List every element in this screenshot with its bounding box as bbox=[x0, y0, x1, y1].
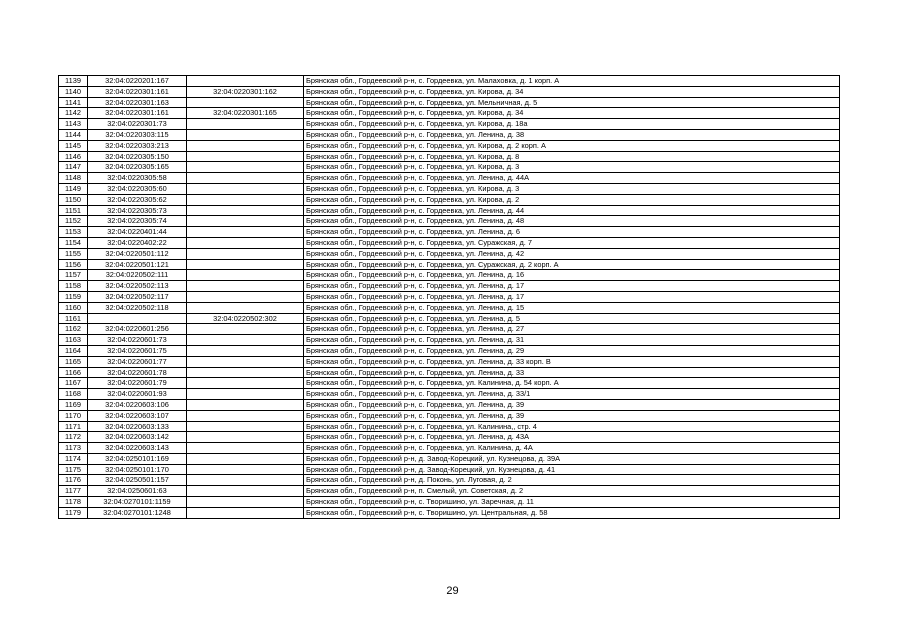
address-cell: Брянская обл., Гордеевский р-н, с. Гордеевка, ул. Кирова, д. 3 bbox=[304, 162, 840, 173]
table-row bbox=[59, 248, 840, 259]
cadastral-number-cell: 32:04:0250601:63 bbox=[88, 486, 187, 497]
row-number-cell: 1157 bbox=[59, 270, 88, 281]
cadastral-number-cell: 32:04:0220301:161 bbox=[88, 108, 187, 119]
row-number-cell: 1147 bbox=[59, 162, 88, 173]
row-number-cell: 1150 bbox=[59, 194, 88, 205]
row-number-cell: 1143 bbox=[59, 119, 88, 130]
table-row bbox=[59, 140, 840, 151]
building-cadastral-number-cell bbox=[187, 119, 304, 130]
cadastral-number-cell: 32:04:0220303:213 bbox=[88, 140, 187, 151]
table-row bbox=[59, 227, 840, 238]
row-number-cell: 1168 bbox=[59, 389, 88, 400]
cadastral-number-cell: 32:04:0220305:60 bbox=[88, 183, 187, 194]
building-cadastral-number-cell bbox=[187, 216, 304, 227]
address-cell: Брянская обл., Гордеевский р-н, с. Гордеевка, ул. Калинина, д. 54 корп. А bbox=[304, 378, 840, 389]
row-number-cell: 1170 bbox=[59, 410, 88, 421]
building-cadastral-number-cell bbox=[187, 464, 304, 475]
address-cell: Брянская обл., Гордеевский р-н, с. Гордеевка, ул. Калинина, д. 4А bbox=[304, 443, 840, 454]
cadastral-number-cell: 32:04:0220502:118 bbox=[88, 302, 187, 313]
table-row bbox=[59, 173, 840, 184]
table-row bbox=[59, 313, 840, 324]
cadastral-number-cell: 32:04:0220601:77 bbox=[88, 356, 187, 367]
row-number-cell: 1153 bbox=[59, 227, 88, 238]
building-cadastral-number-cell bbox=[187, 183, 304, 194]
address-cell: Брянская обл., Гордеевский р-н, с. Гордеевка, ул. Кирова, д. 34 bbox=[304, 86, 840, 97]
table-row bbox=[59, 162, 840, 173]
table-row bbox=[59, 443, 840, 454]
cadastral-number-cell: 32:04:0220301:161 bbox=[88, 86, 187, 97]
building-cadastral-number-cell bbox=[187, 399, 304, 410]
table-row bbox=[59, 237, 840, 248]
row-number-cell: 1162 bbox=[59, 324, 88, 335]
building-cadastral-number-cell bbox=[187, 281, 304, 292]
table-row bbox=[59, 281, 840, 292]
address-cell: Брянская обл., Гордеевский р-н, с. Гордеевка, ул. Ленина, д. 44 bbox=[304, 205, 840, 216]
table-row bbox=[59, 389, 840, 400]
address-cell: Брянская обл., Гордеевский р-н, с. Гордеевка, ул. Ленина, д. 38 bbox=[304, 129, 840, 140]
address-cell: Брянская обл., Гордеевский р-н, с. Гордеевка, ул. Ленина, д. 27 bbox=[304, 324, 840, 335]
address-cell: Брянская обл., Гордеевский р-н, с. Гордеевка, ул. Малаховка, д. 1 корп. А bbox=[304, 76, 840, 87]
table-row bbox=[59, 356, 840, 367]
row-number-cell: 1177 bbox=[59, 486, 88, 497]
cadastral-number-cell: 32:04:0220201:167 bbox=[88, 76, 187, 87]
row-number-cell: 1154 bbox=[59, 237, 88, 248]
cadastral-number-cell: 32:04:0270101:1159 bbox=[88, 497, 187, 508]
cadastral-number-cell: 32:04:0220603:133 bbox=[88, 421, 187, 432]
building-cadastral-number-cell bbox=[187, 248, 304, 259]
building-cadastral-number-cell bbox=[187, 421, 304, 432]
building-cadastral-number-cell bbox=[187, 151, 304, 162]
table-row bbox=[59, 432, 840, 443]
row-number-cell: 1159 bbox=[59, 291, 88, 302]
building-cadastral-number-cell bbox=[187, 335, 304, 346]
building-cadastral-number-cell bbox=[187, 453, 304, 464]
cadastral-number-cell: 32:04:0220402:22 bbox=[88, 237, 187, 248]
building-cadastral-number-cell bbox=[187, 302, 304, 313]
table-row bbox=[59, 486, 840, 497]
row-number-cell: 1167 bbox=[59, 378, 88, 389]
row-number-cell: 1146 bbox=[59, 151, 88, 162]
row-number-cell: 1145 bbox=[59, 140, 88, 151]
address-cell: Брянская обл., Гордеевский р-н, д. Поконь, ул. Луговая, д. 2 bbox=[304, 475, 840, 486]
cadastral-number-cell: 32:04:0220305:62 bbox=[88, 194, 187, 205]
building-cadastral-number-cell bbox=[187, 410, 304, 421]
cadastral-number-cell: 32:04:0250101:169 bbox=[88, 453, 187, 464]
cadastral-number-cell: 32:04:0220603:107 bbox=[88, 410, 187, 421]
cadastral-number-cell: 32:04:0220301:73 bbox=[88, 119, 187, 130]
row-number-cell: 1175 bbox=[59, 464, 88, 475]
cadastral-number-cell: 32:04:0220305:74 bbox=[88, 216, 187, 227]
cadastral-number-cell: 32:04:0220301:163 bbox=[88, 97, 187, 108]
address-cell: Брянская обл., Гордеевский р-н, с. Гордеевка, ул. Кирова, д. 18а bbox=[304, 119, 840, 130]
address-cell: Брянская обл., Гордеевский р-н, с. Гордеевка, ул. Ленина, д. 31 bbox=[304, 335, 840, 346]
cadastral-number-cell: 32:04:0220601:79 bbox=[88, 378, 187, 389]
cadastral-number-cell: 32:04:0220603:142 bbox=[88, 432, 187, 443]
cadastral-number-cell: 32:04:0250101:170 bbox=[88, 464, 187, 475]
address-cell: Брянская обл., Гордеевский р-н, с. Творишино, ул. Центральная, д. 58 bbox=[304, 507, 840, 518]
address-cell: Брянская обл., Гордеевский р-н, с. Гордеевка, ул. Ленина, д. 43А bbox=[304, 432, 840, 443]
row-number-cell: 1179 bbox=[59, 507, 88, 518]
building-cadastral-number-cell: 32:04:0220301:162 bbox=[187, 86, 304, 97]
address-cell: Брянская обл., Гордеевский р-н, с. Гордеевка, ул. Ленина, д. 17 bbox=[304, 291, 840, 302]
row-number-cell: 1156 bbox=[59, 259, 88, 270]
property-register-table bbox=[58, 75, 840, 519]
building-cadastral-number-cell bbox=[187, 270, 304, 281]
building-cadastral-number-cell bbox=[187, 475, 304, 486]
row-number-cell: 1163 bbox=[59, 335, 88, 346]
building-cadastral-number-cell bbox=[187, 367, 304, 378]
cadastral-number-cell: 32:04:0220305:150 bbox=[88, 151, 187, 162]
cadastral-number-cell: 32:04:0220305:73 bbox=[88, 205, 187, 216]
row-number-cell: 1171 bbox=[59, 421, 88, 432]
address-cell: Брянская обл., Гордеевский р-н, с. Гордеевка, ул. Кирова, д. 8 bbox=[304, 151, 840, 162]
address-cell: Брянская обл., Гордеевский р-н, с. Гордеевка, ул. Ленина, д. 5 bbox=[304, 313, 840, 324]
row-number-cell: 1140 bbox=[59, 86, 88, 97]
building-cadastral-number-cell bbox=[187, 162, 304, 173]
address-cell: Брянская обл., Гордеевский р-н, с. Гордеевка, ул. Ленина, д. 39 bbox=[304, 399, 840, 410]
table-row bbox=[59, 194, 840, 205]
cadastral-number-cell: 32:04:0220601:75 bbox=[88, 345, 187, 356]
cadastral-number-cell bbox=[88, 313, 187, 324]
table-row bbox=[59, 335, 840, 346]
cadastral-number-cell: 32:04:0220305:165 bbox=[88, 162, 187, 173]
address-cell: Брянская обл., Гордеевский р-н, с. Гордеевка, ул. Ленина, д. 16 bbox=[304, 270, 840, 281]
address-cell: Брянская обл., Гордеевский р-н, с. Творишино, ул. Заречная, д. 11 bbox=[304, 497, 840, 508]
address-cell: Брянская обл., Гордеевский р-н, с. Гордеевка, ул. Мельничная, д. 5 bbox=[304, 97, 840, 108]
building-cadastral-number-cell bbox=[187, 497, 304, 508]
row-number-cell: 1169 bbox=[59, 399, 88, 410]
cadastral-number-cell: 32:04:0220305:58 bbox=[88, 173, 187, 184]
row-number-cell: 1151 bbox=[59, 205, 88, 216]
address-cell: Брянская обл., Гордеевский р-н, с. Гордеевка, ул. Ленина, д. 42 bbox=[304, 248, 840, 259]
building-cadastral-number-cell: 32:04:0220301:165 bbox=[187, 108, 304, 119]
address-cell: Брянская обл., Гордеевский р-н, с. Гордеевка, ул. Ленина, д. 15 bbox=[304, 302, 840, 313]
building-cadastral-number-cell bbox=[187, 389, 304, 400]
row-number-cell: 1155 bbox=[59, 248, 88, 259]
cadastral-number-cell: 32:04:0220603:143 bbox=[88, 443, 187, 454]
row-number-cell: 1174 bbox=[59, 453, 88, 464]
address-cell: Брянская обл., Гордеевский р-н, с. Гордеевка, ул. Ленина, д. 29 bbox=[304, 345, 840, 356]
address-cell: Брянская обл., Гордеевский р-н, с. Гордеевка, ул. Кирова, д. 3 bbox=[304, 183, 840, 194]
table-row bbox=[59, 507, 840, 518]
address-cell: Брянская обл., Гордеевский р-н, с. Гордеевка, ул. Кирова, д. 2 корп. А bbox=[304, 140, 840, 151]
building-cadastral-number-cell bbox=[187, 129, 304, 140]
table-row bbox=[59, 302, 840, 313]
building-cadastral-number-cell bbox=[187, 432, 304, 443]
table-row bbox=[59, 183, 840, 194]
address-cell: Брянская обл., Гордеевский р-н, с. Гордеевка, ул. Ленина, д. 33 корп. В bbox=[304, 356, 840, 367]
building-cadastral-number-cell bbox=[187, 486, 304, 497]
address-cell: Брянская обл., Гордеевский р-н, с. Гордеевка, ул. Ленина, д. 48 bbox=[304, 216, 840, 227]
address-cell: Брянская обл., Гордеевский р-н, д. Завод-Корецкий, ул. Кузнецова, д. 39А bbox=[304, 453, 840, 464]
table-row bbox=[59, 270, 840, 281]
row-number-cell: 1149 bbox=[59, 183, 88, 194]
table-row bbox=[59, 399, 840, 410]
table-row bbox=[59, 464, 840, 475]
row-number-cell: 1176 bbox=[59, 475, 88, 486]
cadastral-number-cell: 32:04:0220601:256 bbox=[88, 324, 187, 335]
address-cell: Брянская обл., Гордеевский р-н, с. Гордеевка, ул. Суражская, д. 2 корп. А bbox=[304, 259, 840, 270]
address-cell: Брянская обл., Гордеевский р-н, с. Гордеевка, ул. Суражская, д. 7 bbox=[304, 237, 840, 248]
row-number-cell: 1142 bbox=[59, 108, 88, 119]
row-number-cell: 1178 bbox=[59, 497, 88, 508]
address-cell: Брянская обл., Гордеевский р-н, д. Завод-Корецкий, ул. Кузнецова, д. 41 bbox=[304, 464, 840, 475]
cadastral-number-cell: 32:04:0270101:1248 bbox=[88, 507, 187, 518]
table-row bbox=[59, 378, 840, 389]
row-number-cell: 1161 bbox=[59, 313, 88, 324]
table-row bbox=[59, 108, 840, 119]
table-row bbox=[59, 421, 840, 432]
table-row bbox=[59, 216, 840, 227]
address-cell: Брянская обл., Гордеевский р-н, с. Гордеевка, ул. Ленина, д. 44А bbox=[304, 173, 840, 184]
row-number-cell: 1160 bbox=[59, 302, 88, 313]
row-number-cell: 1166 bbox=[59, 367, 88, 378]
table-row bbox=[59, 367, 840, 378]
table-row bbox=[59, 205, 840, 216]
address-cell: Брянская обл., Гордеевский р-н, с. Гордеевка, ул. Ленина, д. 6 bbox=[304, 227, 840, 238]
address-cell: Брянская обл., Гордеевский р-н, п. Смелый, ул. Советская, д. 2 bbox=[304, 486, 840, 497]
address-cell: Брянская обл., Гордеевский р-н, с. Гордеевка, ул. Кирова, д. 34 bbox=[304, 108, 840, 119]
building-cadastral-number-cell bbox=[187, 227, 304, 238]
address-cell: Брянская обл., Гордеевский р-н, с. Гордеевка, ул. Кирова, д. 2 bbox=[304, 194, 840, 205]
row-number-cell: 1139 bbox=[59, 76, 88, 87]
building-cadastral-number-cell bbox=[187, 356, 304, 367]
table-row bbox=[59, 291, 840, 302]
building-cadastral-number-cell bbox=[187, 378, 304, 389]
row-number-cell: 1165 bbox=[59, 356, 88, 367]
cadastral-number-cell: 32:04:0220502:117 bbox=[88, 291, 187, 302]
building-cadastral-number-cell: 32:04:0220502:302 bbox=[187, 313, 304, 324]
table-row bbox=[59, 259, 840, 270]
address-cell: Брянская обл., Гордеевский р-н, с. Гордеевка, ул. Ленина, д. 39 bbox=[304, 410, 840, 421]
cadastral-number-cell: 32:04:0220502:113 bbox=[88, 281, 187, 292]
building-cadastral-number-cell bbox=[187, 97, 304, 108]
address-cell: Брянская обл., Гордеевский р-н, с. Гордеевка, ул. Ленина, д. 33/1 bbox=[304, 389, 840, 400]
address-cell: Брянская обл., Гордеевский р-н, с. Гордеевка, ул. Калинина,, стр. 4 bbox=[304, 421, 840, 432]
building-cadastral-number-cell bbox=[187, 140, 304, 151]
row-number-cell: 1158 bbox=[59, 281, 88, 292]
building-cadastral-number-cell bbox=[187, 237, 304, 248]
row-number-cell: 1164 bbox=[59, 345, 88, 356]
address-cell: Брянская обл., Гордеевский р-н, с. Гордеевка, ул. Ленина, д. 17 bbox=[304, 281, 840, 292]
table-row bbox=[59, 345, 840, 356]
row-number-cell: 1148 bbox=[59, 173, 88, 184]
row-number-cell: 1141 bbox=[59, 97, 88, 108]
cadastral-number-cell: 32:04:0250501:157 bbox=[88, 475, 187, 486]
building-cadastral-number-cell bbox=[187, 345, 304, 356]
building-cadastral-number-cell bbox=[187, 194, 304, 205]
table-row bbox=[59, 129, 840, 140]
table-row bbox=[59, 453, 840, 464]
cadastral-number-cell: 32:04:0220603:106 bbox=[88, 399, 187, 410]
cadastral-number-cell: 32:04:0220501:112 bbox=[88, 248, 187, 259]
address-cell: Брянская обл., Гордеевский р-н, с. Гордеевка, ул. Ленина, д. 33 bbox=[304, 367, 840, 378]
row-number-cell: 1173 bbox=[59, 443, 88, 454]
cadastral-number-cell: 32:04:0220601:93 bbox=[88, 389, 187, 400]
table-row bbox=[59, 151, 840, 162]
table-row bbox=[59, 410, 840, 421]
table-row bbox=[59, 119, 840, 130]
building-cadastral-number-cell bbox=[187, 76, 304, 87]
row-number-cell: 1152 bbox=[59, 216, 88, 227]
building-cadastral-number-cell bbox=[187, 205, 304, 216]
cadastral-number-cell: 32:04:0220303:115 bbox=[88, 129, 187, 140]
table-row bbox=[59, 76, 840, 87]
building-cadastral-number-cell bbox=[187, 507, 304, 518]
table-row bbox=[59, 497, 840, 508]
cadastral-number-cell: 32:04:0220502:111 bbox=[88, 270, 187, 281]
building-cadastral-number-cell bbox=[187, 291, 304, 302]
register-body bbox=[59, 76, 840, 519]
cadastral-number-cell: 32:04:0220601:73 bbox=[88, 335, 187, 346]
table-row bbox=[59, 86, 840, 97]
building-cadastral-number-cell bbox=[187, 173, 304, 184]
row-number-cell: 1144 bbox=[59, 129, 88, 140]
table-row bbox=[59, 97, 840, 108]
cadastral-number-cell: 32:04:0220401:44 bbox=[88, 227, 187, 238]
table-row bbox=[59, 324, 840, 335]
building-cadastral-number-cell bbox=[187, 324, 304, 335]
building-cadastral-number-cell bbox=[187, 443, 304, 454]
building-cadastral-number-cell bbox=[187, 259, 304, 270]
cadastral-number-cell: 32:04:0220601:78 bbox=[88, 367, 187, 378]
row-number-cell: 1172 bbox=[59, 432, 88, 443]
cadastral-number-cell: 32:04:0220501:121 bbox=[88, 259, 187, 270]
table-row bbox=[59, 475, 840, 486]
page-number: 29 bbox=[446, 585, 459, 597]
